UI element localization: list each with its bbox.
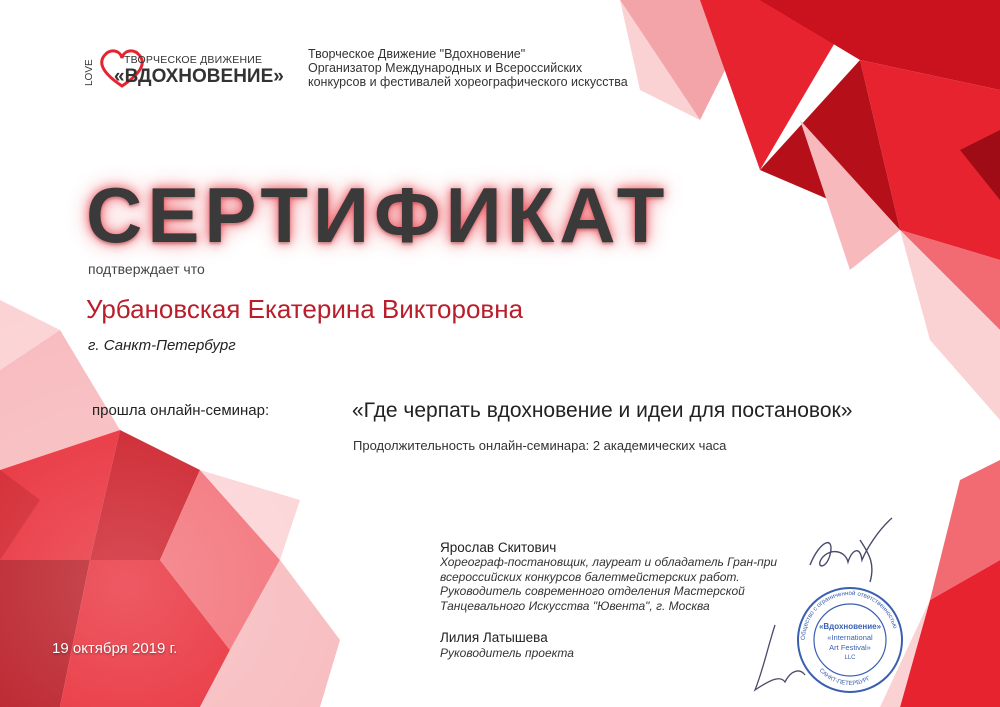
- stamp-bottom-text: САНКТ-ПЕТЕРБУРГ: [817, 667, 872, 688]
- organizer-line: конкурсов и фестивалей хореографического искусства: [308, 75, 628, 89]
- stamp-center-line: «International: [827, 633, 873, 642]
- signatory-description: [440, 555, 777, 613]
- logo-top-text: ТВОРЧЕСКОЕ ДВИЖЕНИЕ: [124, 54, 263, 66]
- signatory-description-line: Руководитель современного отделения Мастерской: [440, 584, 745, 598]
- stamp-center-line: LLC: [844, 655, 856, 661]
- issue-date: 19 октября 2019 г.: [52, 640, 178, 657]
- passed-label: прошла онлайн-семинар:: [92, 402, 270, 419]
- organizer-line: Творческое Движение "Вдохновение": [308, 47, 526, 61]
- svg-text:LOVE: LOVE: [84, 59, 95, 86]
- signatory-description-line: Танцевального Искусства "Ювента", г. Москва: [440, 598, 710, 613]
- stamp-center-line: «Вдохновение»: [818, 622, 882, 631]
- seminar-duration: Продолжительность онлайн-семинара: 2 академических часа: [353, 438, 727, 453]
- stamp-center-line: Art Festival»: [829, 643, 871, 652]
- recipient-city: г. Санкт-Петербург: [88, 337, 236, 354]
- recipient-name: Урбановская Екатерина Викторовна: [86, 294, 524, 324]
- certificate-title: СЕРТИФИКАТ: [86, 171, 670, 259]
- signatory-name: Ярослав Скитович: [440, 540, 557, 555]
- confirms-text: подтверждает что: [88, 261, 205, 277]
- signatory-description-line: Хореограф-постановщик, лауреат и обладатель Гран-при: [440, 555, 778, 569]
- signature-image: [800, 510, 900, 590]
- seminar-title: «Где черпать вдохновение и идеи для постановок»: [352, 399, 853, 422]
- project-lead-name: Лилия Латышева: [440, 630, 548, 645]
- logo-main-text: «ВДОХНОВЕНИЕ»: [114, 66, 284, 87]
- company-stamp: [790, 585, 910, 695]
- signatory-description-line: всероссийских конкурсов балетмейстерских работ.: [440, 569, 740, 584]
- love-vertical-text: [82, 48, 96, 88]
- organizer-line: Организатор Международных и Всероссийских: [308, 61, 583, 75]
- stamp-ring-text: Общество с ограниченной ответственностью: [799, 589, 899, 641]
- project-lead-role: Руководитель проекта: [440, 646, 574, 660]
- brand-logo: [82, 44, 292, 92]
- organizer-info: [308, 47, 628, 89]
